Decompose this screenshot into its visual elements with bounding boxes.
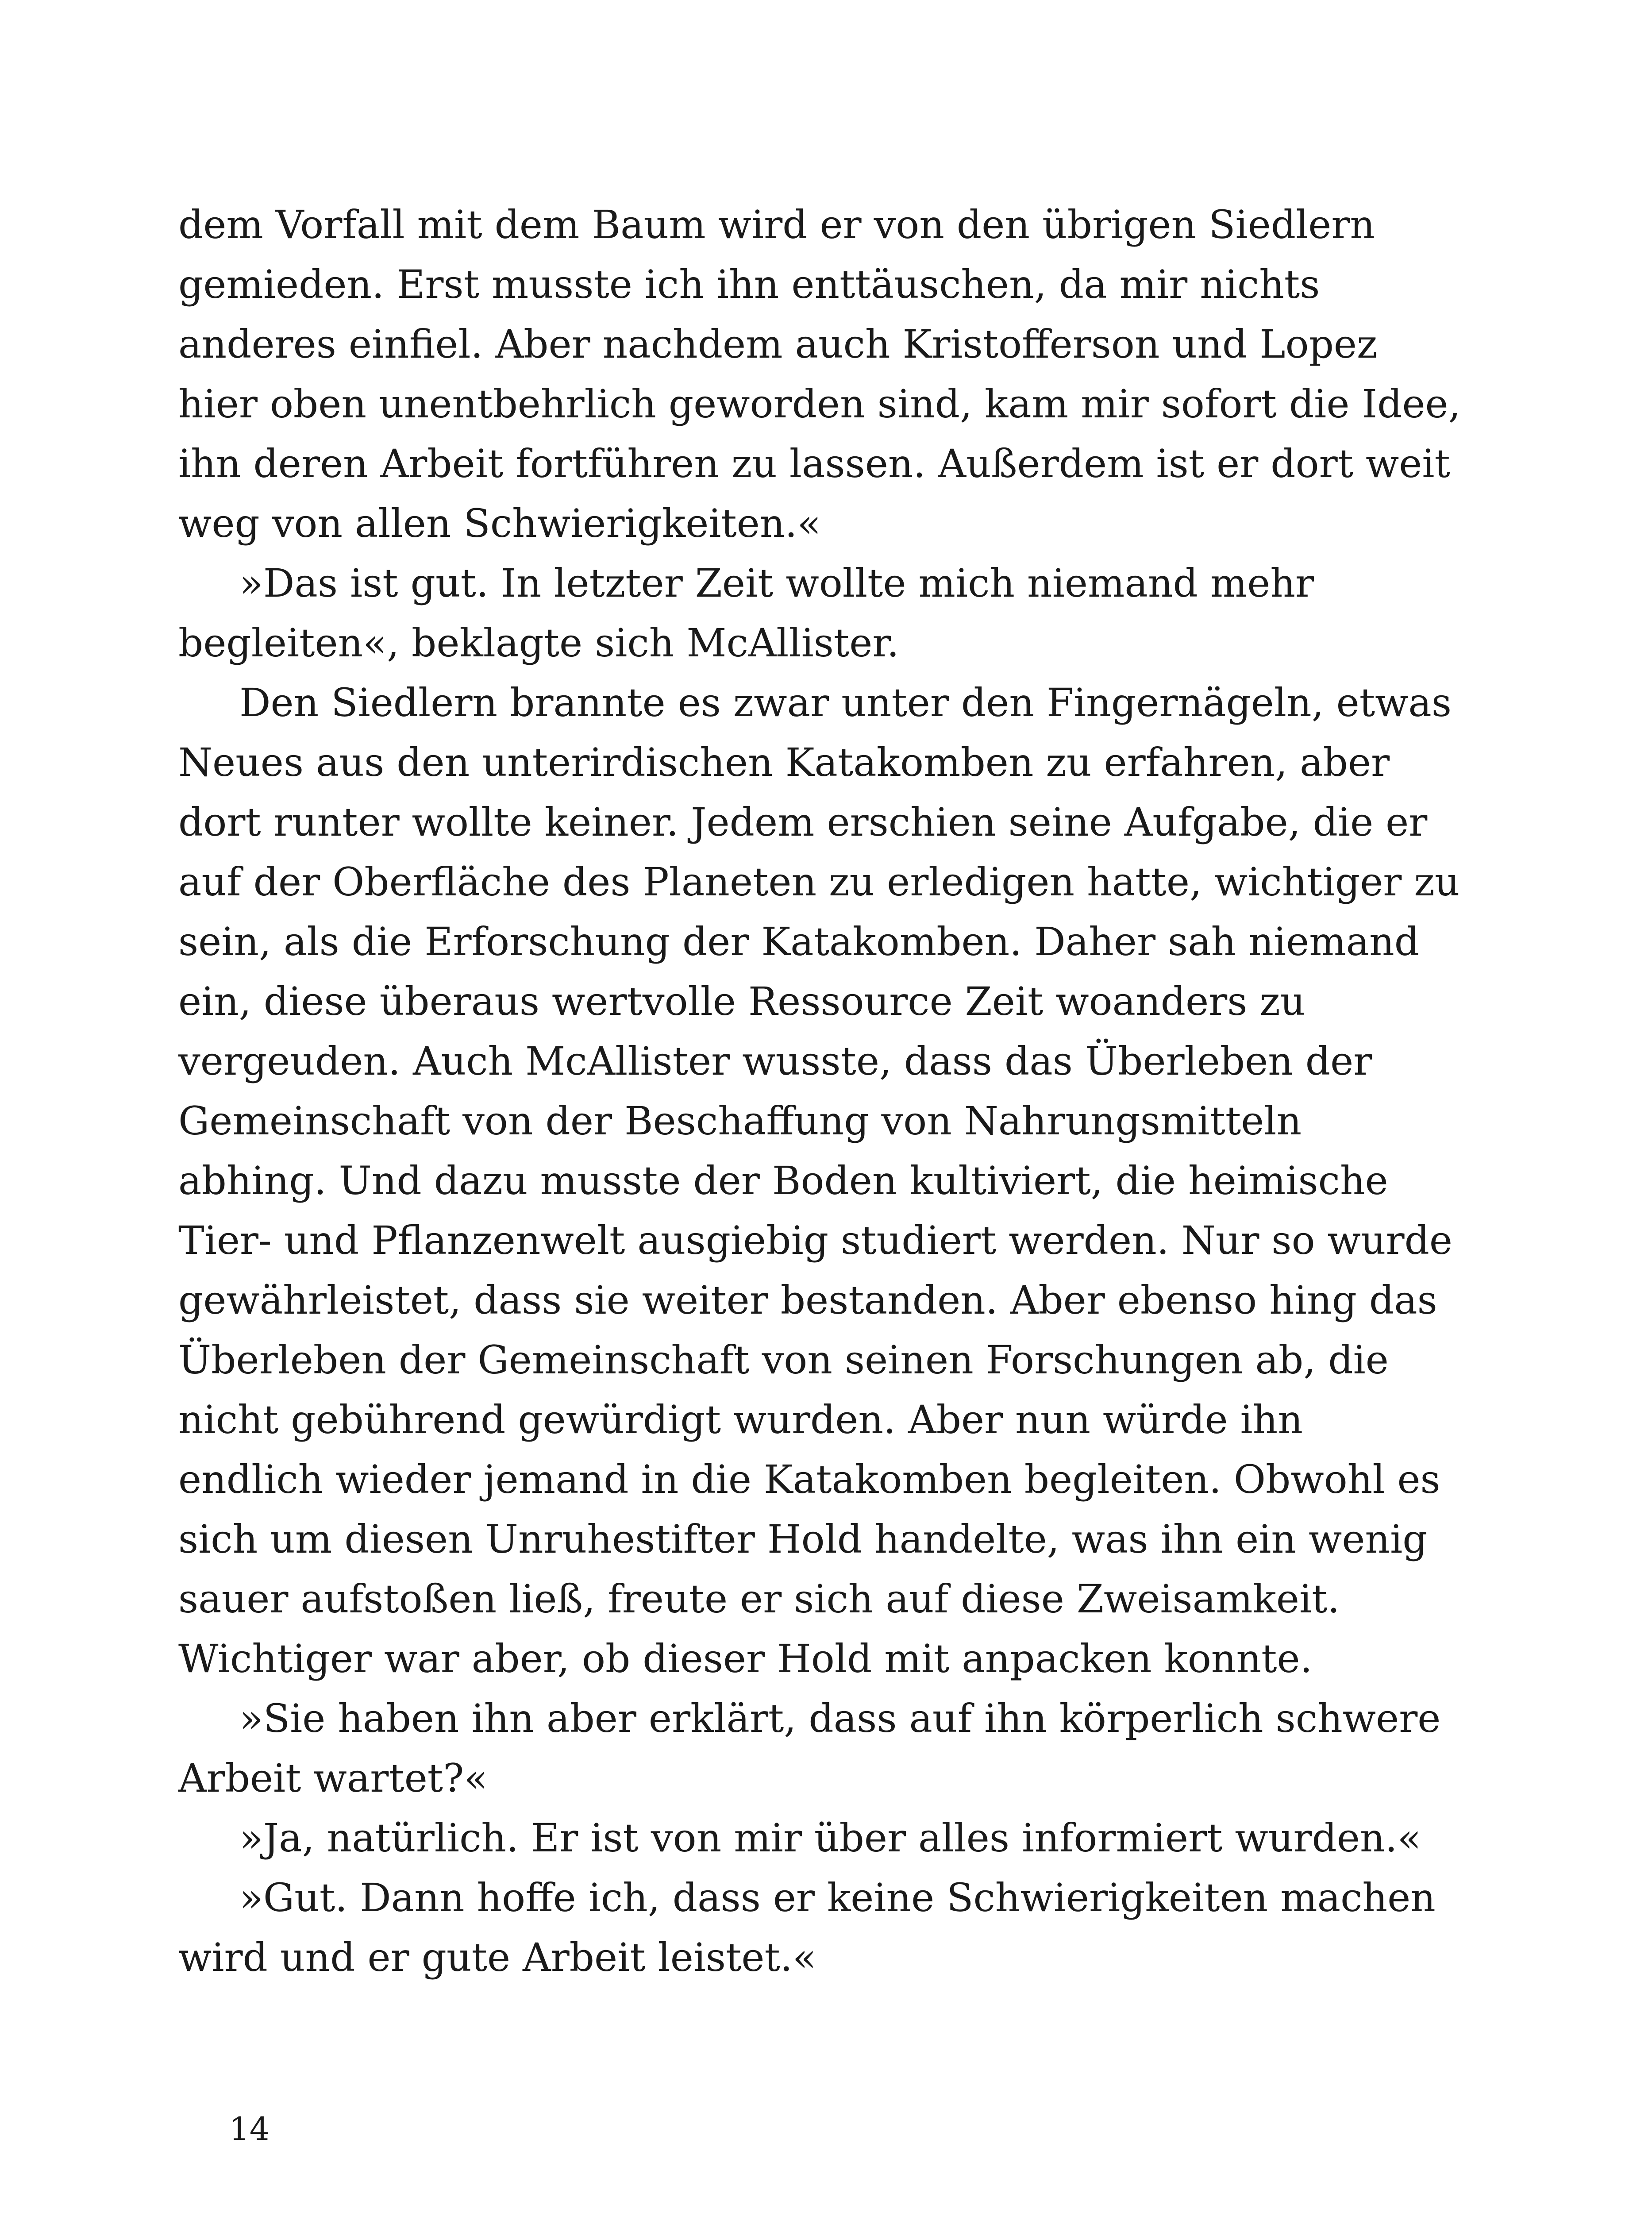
text-line: Den Siedlern brannte es zwar unter den Fingernägeln, etwas: [239, 680, 1452, 725]
text-line: ein, diese überaus wertvolle Ressource Zeit woanders zu: [178, 979, 1305, 1024]
text-line: wird und er gute Arbeit leistet.«: [178, 1935, 816, 1980]
text-line: dort runter wollte keiner. Jedem erschien seine Aufgabe, die er: [178, 799, 1428, 845]
body-text: [178, 195, 1506, 1987]
text-line: gewährleistet, dass sie weiter bestanden. Aber ebenso hing das: [178, 1277, 1437, 1323]
text-line: weg von allen Schwierigkeiten.«: [178, 501, 821, 546]
text-line: auf der Oberfläche des Planeten zu erledigen hatte, wichtiger zu: [178, 859, 1460, 905]
text-line: gemieden. Erst musste ich ihn enttäuschen, da mir nichts: [178, 262, 1320, 307]
page-number: 14: [229, 2110, 270, 2147]
text-line: vergeuden. Auch McAllister wusste, dass das Überleben der: [178, 1038, 1372, 1084]
text-line: sauer aufstoßen ließ, freute er sich auf diese Zweisamkeit.: [178, 1576, 1340, 1622]
text-line: »Das ist gut. In letzter Zeit wollte mich niemand mehr: [239, 560, 1314, 606]
text-line: Neues aus den unterirdischen Katakomben zu erfahren, aber: [178, 740, 1390, 785]
text-line: »Gut. Dann hoffe ich, dass er keine Schwierigkeiten machen: [239, 1875, 1436, 1920]
text-line: anderes einfiel. Aber nachdem auch Kristofferson und Lopez: [178, 321, 1378, 367]
text-line: endlich wieder jemand in die Katakomben begleiten. Obwohl es: [178, 1457, 1440, 1502]
text-line: sein, als die Erforschung der Katakomben. Daher sah niemand: [178, 919, 1420, 964]
text-line: begleiten«, beklagte sich McAllister.: [178, 620, 899, 666]
text-line: »Ja, natürlich. Er ist von mir über alles informiert wurden.«: [239, 1815, 1421, 1861]
text-line: Überleben der Gemeinschaft von seinen Forschungen ab, die: [178, 1337, 1389, 1383]
text-line: ihn deren Arbeit fortführen zu lassen. Außerdem ist er dort weit: [178, 441, 1450, 486]
text-line: »Sie haben ihn aber erklärt, dass auf ihn körperlich schwere: [239, 1696, 1441, 1741]
text-line: dem Vorfall mit dem Baum wird er von den übrigen Siedlern: [178, 202, 1375, 247]
text-line: abhing. Und dazu musste der Boden kultiviert, die heimische: [178, 1158, 1388, 1203]
text-line: Gemeinschaft von der Beschaffung von Nahrungsmitteln: [178, 1098, 1302, 1144]
text-line: nicht gebührend gewürdigt wurden. Aber nun würde ihn: [178, 1397, 1303, 1442]
text-line: Tier- und Pflanzenwelt ausgiebig studiert werden. Nur so wurde: [178, 1218, 1452, 1263]
text-line: Arbeit wartet?«: [178, 1755, 488, 1801]
text-line: Wichtiger war aber, ob dieser Hold mit anpacken konnte.: [178, 1636, 1313, 1681]
text-line: hier oben unentbehrlich geworden sind, kam mir sofort die Idee,: [178, 381, 1461, 427]
text-line: sich um diesen Unruhestifter Hold handelte, was ihn ein wenig: [178, 1516, 1428, 1562]
